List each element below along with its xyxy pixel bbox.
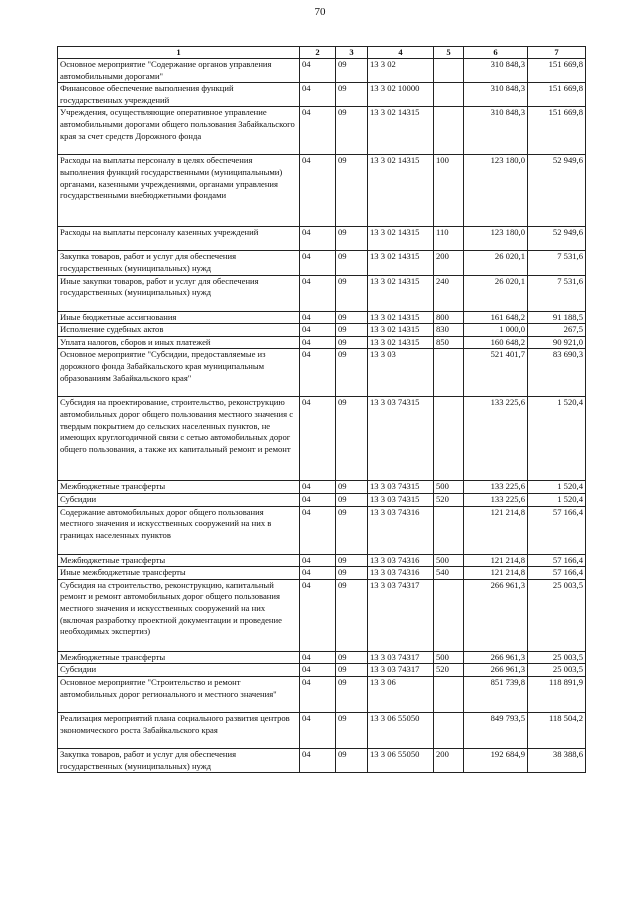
row-name: Межбюджетные трансферты — [58, 554, 300, 567]
row-section-code: 04 — [300, 251, 336, 275]
row-target-article-code: 13 3 06 — [368, 676, 434, 712]
row-name: Субсидия на строительство, реконструкцию, капитальный ремонт и ремонт автомобильных дорог общего пользования местного значения и искусственных сооружений на них (включая разработку проектной документации и проведение необходимых экспертиз) — [58, 579, 300, 651]
row-name: Исполнение судебных актов — [58, 324, 300, 337]
row-name: Расходы на выплаты персоналу казенных учреждений — [58, 227, 300, 251]
row-name: Финансовое обеспечение выполнения функций государственных учреждений — [58, 83, 300, 107]
row-section-code: 04 — [300, 554, 336, 567]
row-subsection-code: 09 — [336, 251, 368, 275]
row-amount-year-1: 310 848,3 — [464, 83, 528, 107]
row-expense-type-code — [434, 397, 464, 481]
row-amount-year-1: 266 961,3 — [464, 579, 528, 651]
row-subsection-code: 09 — [336, 397, 368, 481]
row-amount-year-2: 118 504,2 — [528, 712, 586, 748]
row-target-article-code: 13 3 03 74317 — [368, 651, 434, 664]
row-amount-year-1: 123 180,0 — [464, 227, 528, 251]
row-expense-type-code — [434, 579, 464, 651]
row-target-article-code: 13 3 02 14315 — [368, 275, 434, 311]
row-section-code: 04 — [300, 155, 336, 227]
row-target-article-code: 13 3 03 74315 — [368, 397, 434, 481]
row-section-code: 04 — [300, 397, 336, 481]
header-col-7: 7 — [528, 47, 586, 59]
row-name: Закупка товаров, работ и услуг для обеспечения государственных (муниципальных) нужд — [58, 748, 300, 772]
row-expense-type-code: 520 — [434, 664, 464, 677]
table-row — [58, 251, 586, 275]
row-target-article-code: 13 3 02 14315 — [368, 336, 434, 349]
row-section-code: 04 — [300, 579, 336, 651]
row-amount-year-2: 7 531,6 — [528, 275, 586, 311]
row-amount-year-2: 1 520,4 — [528, 481, 586, 494]
row-amount-year-2: 52 949,6 — [528, 155, 586, 227]
table-row — [58, 579, 586, 651]
table-body — [58, 59, 586, 773]
row-section-code: 04 — [300, 59, 336, 83]
row-amount-year-1: 26 020,1 — [464, 251, 528, 275]
header-col-1: 1 — [58, 47, 300, 59]
table-row — [58, 155, 586, 227]
row-subsection-code: 09 — [336, 506, 368, 554]
row-amount-year-2: 52 949,6 — [528, 227, 586, 251]
row-subsection-code: 09 — [336, 324, 368, 337]
table-row — [58, 748, 586, 772]
row-amount-year-2: 267,5 — [528, 324, 586, 337]
row-expense-type-code: 200 — [434, 748, 464, 772]
row-amount-year-2: 25 003,5 — [528, 579, 586, 651]
row-subsection-code: 09 — [336, 275, 368, 311]
row-expense-type-code — [434, 712, 464, 748]
row-name: Уплата налогов, сборов и иных платежей — [58, 336, 300, 349]
row-section-code: 04 — [300, 748, 336, 772]
row-amount-year-1: 851 739,8 — [464, 676, 528, 712]
row-expense-type-code — [434, 676, 464, 712]
table-row — [58, 107, 586, 155]
table-row — [58, 493, 586, 506]
row-amount-year-1: 121 214,8 — [464, 506, 528, 554]
row-name: Иные межбюджетные трансферты — [58, 567, 300, 580]
row-amount-year-1: 266 961,3 — [464, 664, 528, 677]
row-section-code: 04 — [300, 676, 336, 712]
row-amount-year-1: 310 848,3 — [464, 59, 528, 83]
table-row — [58, 349, 586, 397]
row-amount-year-1: 521 401,7 — [464, 349, 528, 397]
row-expense-type-code — [434, 107, 464, 155]
row-subsection-code: 09 — [336, 567, 368, 580]
table-row — [58, 311, 586, 324]
row-expense-type-code: 500 — [434, 481, 464, 494]
row-expense-type-code: 500 — [434, 651, 464, 664]
header-col-2: 2 — [300, 47, 336, 59]
row-subsection-code: 09 — [336, 493, 368, 506]
row-section-code: 04 — [300, 493, 336, 506]
page-number: 70 — [314, 6, 326, 18]
row-amount-year-2: 38 388,6 — [528, 748, 586, 772]
row-subsection-code: 09 — [336, 349, 368, 397]
row-name: Основное мероприятие "Содержание органов управления автомобильными дорогами" — [58, 59, 300, 83]
row-name: Реализация мероприятий плана социального развития центров экономического роста Забайкальского края — [58, 712, 300, 748]
row-section-code: 04 — [300, 336, 336, 349]
row-expense-type-code: 540 — [434, 567, 464, 580]
row-subsection-code: 09 — [336, 59, 368, 83]
row-section-code: 04 — [300, 506, 336, 554]
row-name: Основное мероприятие "Строительство и ремонт автомобильных дорог регионального и местного значения" — [58, 676, 300, 712]
row-subsection-code: 09 — [336, 227, 368, 251]
row-subsection-code: 09 — [336, 651, 368, 664]
row-subsection-code: 09 — [336, 481, 368, 494]
row-amount-year-1: 121 214,8 — [464, 567, 528, 580]
row-amount-year-1: 26 020,1 — [464, 275, 528, 311]
table-row — [58, 275, 586, 311]
row-amount-year-1: 161 648,2 — [464, 311, 528, 324]
row-target-article-code: 13 3 03 74315 — [368, 481, 434, 494]
row-amount-year-2: 7 531,6 — [528, 251, 586, 275]
table-row — [58, 227, 586, 251]
row-amount-year-1: 160 648,2 — [464, 336, 528, 349]
row-target-article-code: 13 3 02 10000 — [368, 83, 434, 107]
row-subsection-code: 09 — [336, 311, 368, 324]
row-amount-year-1: 1 000,0 — [464, 324, 528, 337]
row-amount-year-1: 266 961,3 — [464, 651, 528, 664]
row-name: Иные закупки товаров, работ и услуг для обеспечения государственных (муниципальных) нужд — [58, 275, 300, 311]
table-row — [58, 506, 586, 554]
row-section-code: 04 — [300, 481, 336, 494]
row-name: Субсидии — [58, 664, 300, 677]
row-subsection-code: 09 — [336, 83, 368, 107]
row-section-code: 04 — [300, 567, 336, 580]
table-row — [58, 59, 586, 83]
row-subsection-code: 09 — [336, 336, 368, 349]
row-subsection-code: 09 — [336, 676, 368, 712]
row-section-code: 04 — [300, 311, 336, 324]
row-subsection-code: 09 — [336, 107, 368, 155]
row-amount-year-2: 91 188,5 — [528, 311, 586, 324]
row-name: Субсидия на проектирование, строительство, реконструкцию автомобильных дорог общего пользования местного значения с твердым покрытием до сельских населенных пунктов, не имеющих круглогодичной связи с сетью автомобильных дорог общего пользования, а также их капитальный ремонт и ремонт — [58, 397, 300, 481]
row-target-article-code: 13 3 02 14315 — [368, 324, 434, 337]
row-target-article-code: 13 3 03 74316 — [368, 554, 434, 567]
row-amount-year-2: 151 669,8 — [528, 59, 586, 83]
row-target-article-code: 13 3 03 74317 — [368, 579, 434, 651]
row-subsection-code: 09 — [336, 664, 368, 677]
table-row — [58, 664, 586, 677]
row-section-code: 04 — [300, 324, 336, 337]
row-expense-type-code: 800 — [434, 311, 464, 324]
header-col-5: 5 — [434, 47, 464, 59]
row-amount-year-2: 1 520,4 — [528, 397, 586, 481]
row-amount-year-1: 133 225,6 — [464, 397, 528, 481]
row-section-code: 04 — [300, 107, 336, 155]
row-target-article-code: 13 3 03 74316 — [368, 506, 434, 554]
table-row — [58, 676, 586, 712]
table-row — [58, 83, 586, 107]
row-section-code: 04 — [300, 651, 336, 664]
row-subsection-code: 09 — [336, 579, 368, 651]
row-expense-type-code — [434, 59, 464, 83]
row-amount-year-1: 133 225,6 — [464, 481, 528, 494]
row-subsection-code: 09 — [336, 748, 368, 772]
row-target-article-code: 13 3 03 — [368, 349, 434, 397]
row-target-article-code: 13 3 02 14315 — [368, 251, 434, 275]
row-name: Расходы на выплаты персоналу в целях обеспечения выполнения функций государственными (муниципальными) органами, казенными учреждениями, органами управления государственными внебюджетными фондами — [58, 155, 300, 227]
row-amount-year-2: 57 166,4 — [528, 506, 586, 554]
row-amount-year-2: 90 921,0 — [528, 336, 586, 349]
table-row — [58, 324, 586, 337]
header-col-3: 3 — [336, 47, 368, 59]
table-row — [58, 651, 586, 664]
row-target-article-code: 13 3 02 14315 — [368, 311, 434, 324]
row-amount-year-1: 192 684,9 — [464, 748, 528, 772]
row-subsection-code: 09 — [336, 155, 368, 227]
row-expense-type-code: 110 — [434, 227, 464, 251]
row-amount-year-1: 849 793,5 — [464, 712, 528, 748]
row-target-article-code: 13 3 06 55050 — [368, 748, 434, 772]
row-amount-year-2: 25 003,5 — [528, 664, 586, 677]
row-section-code: 04 — [300, 227, 336, 251]
row-name: Межбюджетные трансферты — [58, 481, 300, 494]
row-target-article-code: 13 3 02 14315 — [368, 155, 434, 227]
header-col-4: 4 — [368, 47, 434, 59]
row-name: Субсидии — [58, 493, 300, 506]
row-amount-year-2: 83 690,3 — [528, 349, 586, 397]
row-expense-type-code — [434, 506, 464, 554]
header-col-6: 6 — [464, 47, 528, 59]
row-expense-type-code: 520 — [434, 493, 464, 506]
row-amount-year-1: 121 214,8 — [464, 554, 528, 567]
row-amount-year-2: 57 166,4 — [528, 554, 586, 567]
row-section-code: 04 — [300, 275, 336, 311]
row-amount-year-1: 123 180,0 — [464, 155, 528, 227]
table-row — [58, 336, 586, 349]
table-row — [58, 712, 586, 748]
row-name: Учреждения, осуществляющие оперативное управление автомобильными дорогами общего пользования Забайкальского края за счет средств Дорожного фонда — [58, 107, 300, 155]
row-amount-year-2: 118 891,9 — [528, 676, 586, 712]
table-row — [58, 567, 586, 580]
row-expense-type-code: 240 — [434, 275, 464, 311]
row-subsection-code: 09 — [336, 554, 368, 567]
row-expense-type-code — [434, 83, 464, 107]
row-amount-year-2: 57 166,4 — [528, 567, 586, 580]
row-amount-year-2: 1 520,4 — [528, 493, 586, 506]
row-section-code: 04 — [300, 664, 336, 677]
row-name: Иные бюджетные ассигнования — [58, 311, 300, 324]
table-row — [58, 481, 586, 494]
row-target-article-code: 13 3 03 74316 — [368, 567, 434, 580]
row-expense-type-code: 200 — [434, 251, 464, 275]
budget-table — [57, 46, 586, 773]
row-amount-year-2: 25 003,5 — [528, 651, 586, 664]
row-amount-year-1: 133 225,6 — [464, 493, 528, 506]
row-expense-type-code: 500 — [434, 554, 464, 567]
row-target-article-code: 13 3 02 14315 — [368, 107, 434, 155]
row-target-article-code: 13 3 03 74315 — [368, 493, 434, 506]
row-name: Закупка товаров, работ и услуг для обеспечения государственных (муниципальных) нужд — [58, 251, 300, 275]
row-name: Межбюджетные трансферты — [58, 651, 300, 664]
row-expense-type-code: 850 — [434, 336, 464, 349]
row-name: Содержание автомобильных дорог общего пользования местного значения и искусственных сооружений на них в границах населенных пунктов — [58, 506, 300, 554]
row-expense-type-code: 100 — [434, 155, 464, 227]
table-row — [58, 554, 586, 567]
row-target-article-code: 13 3 03 74317 — [368, 664, 434, 677]
row-target-article-code: 13 3 06 55050 — [368, 712, 434, 748]
row-section-code: 04 — [300, 83, 336, 107]
row-amount-year-2: 151 669,8 — [528, 83, 586, 107]
row-expense-type-code — [434, 349, 464, 397]
row-expense-type-code: 830 — [434, 324, 464, 337]
row-amount-year-2: 151 669,8 — [528, 107, 586, 155]
row-subsection-code: 09 — [336, 712, 368, 748]
table-row — [58, 397, 586, 481]
row-section-code: 04 — [300, 349, 336, 397]
row-target-article-code: 13 3 02 — [368, 59, 434, 83]
row-section-code: 04 — [300, 712, 336, 748]
row-amount-year-1: 310 848,3 — [464, 107, 528, 155]
table-header-row — [58, 47, 586, 59]
row-name: Основное мероприятие "Субсидии, предоставляемые из дорожного фонда Забайкальского края муниципальным образованиям Забайкальского края" — [58, 349, 300, 397]
row-target-article-code: 13 3 02 14315 — [368, 227, 434, 251]
